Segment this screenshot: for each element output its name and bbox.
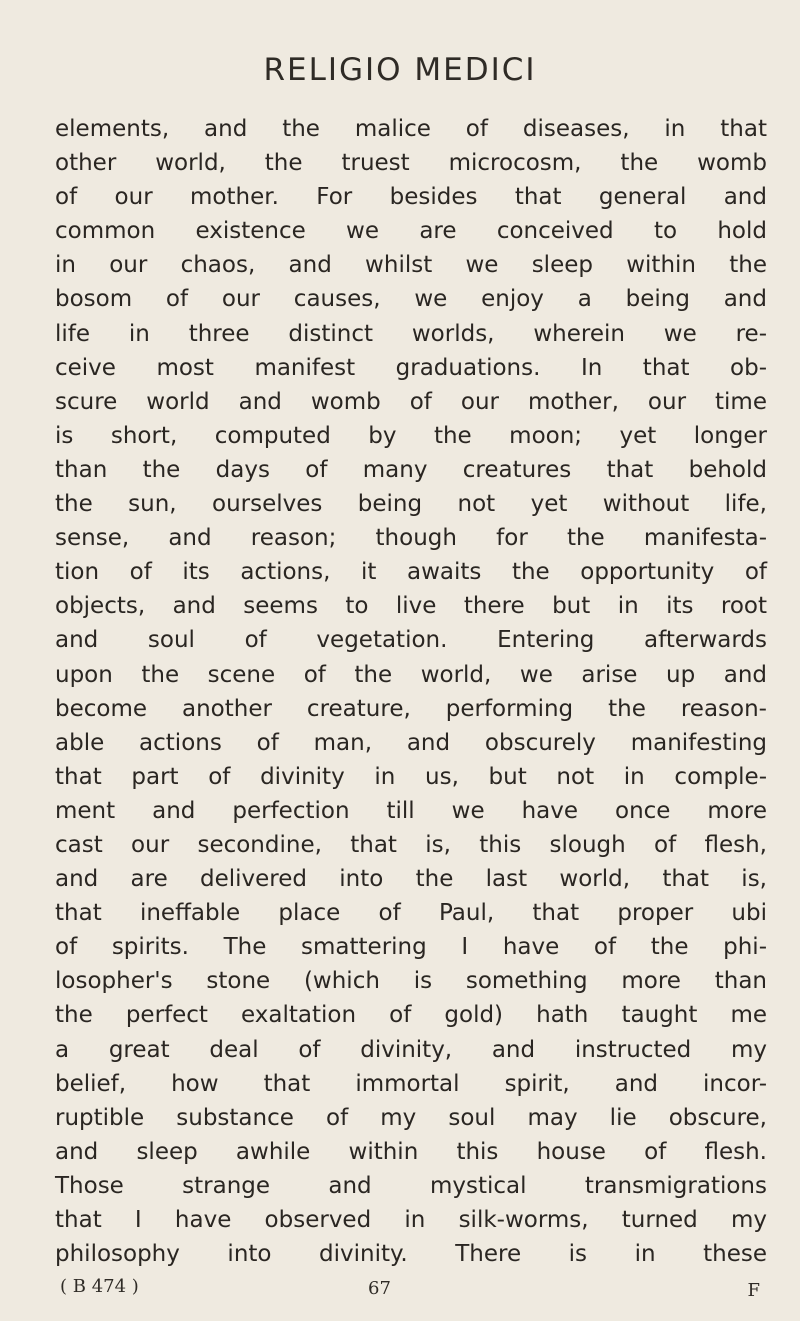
text-line: the perfect exaltation of gold) hath taught me — [55, 1002, 767, 1029]
text-line: the sun, ourselves being not yet without life, — [55, 491, 767, 518]
text-line: bosom of our causes, we enjoy a being and — [55, 286, 767, 313]
body-text — [55, 112, 767, 1271]
page-number: 67 — [368, 1278, 391, 1299]
page-footer — [60, 1276, 760, 1308]
text-line: of spirits. The smattering I have of the phi- — [55, 934, 767, 961]
text-line: scure world and womb of our mother, our time — [55, 388, 767, 415]
text-line: upon the scene of the world, we arise up and — [55, 661, 767, 688]
text-line: is short, computed by the moon; yet longer — [55, 422, 767, 449]
text-line: sense, and reason; though for the manifesta- — [55, 525, 767, 552]
text-line: cast our secondine, that is, this slough of flesh, — [55, 831, 767, 858]
text-line: common existence we are conceived to hold — [55, 218, 767, 245]
text-line: philosophy into divinity. There is in these — [55, 1241, 767, 1268]
text-line: a great deal of divinity, and instructed my — [55, 1036, 767, 1063]
text-line: other world, the truest microcosm, the womb — [55, 150, 767, 177]
text-line: of our mother. For besides that general and — [55, 184, 767, 211]
text-line: and soul of vegetation. Entering afterwards — [55, 627, 767, 654]
text-line: ment and perfection till we have once more — [55, 797, 767, 824]
text-line: ceive most manifest graduations. In that ob- — [55, 354, 767, 381]
text-line: Those strange and mystical transmigrations — [55, 1172, 767, 1199]
running-head: RELIGIO MEDICI — [263, 52, 537, 88]
text-line: become another creature, performing the reason- — [55, 695, 767, 722]
text-line: elements, and the malice of diseases, in that — [55, 116, 767, 142]
signature-code: ( B 474 ) — [60, 1276, 139, 1297]
text-line: life in three distinct worlds, wherein we re- — [55, 320, 767, 347]
text-line: losopher's stone (which is something more than — [55, 968, 767, 995]
text-line: tion of its actions, it awaits the opportunity of — [55, 559, 767, 586]
text-line: that part of divinity in us, but not in comple- — [55, 763, 767, 790]
text-line: in our chaos, and whilst we sleep within the — [55, 252, 767, 279]
text-line: and sleep awhile within this house of flesh. — [55, 1138, 767, 1165]
text-line: ruptible substance of my soul may lie obscure, — [55, 1104, 767, 1131]
text-line: objects, and seems to live there but in its root — [55, 593, 767, 620]
text-line: that I have observed in silk-worms, turned my — [55, 1207, 767, 1233]
text-line: than the days of many creatures that behold — [55, 456, 767, 483]
text-line: able actions of man, and obscurely manifesting — [55, 729, 767, 756]
text-line: and are delivered into the last world, that is, — [55, 866, 767, 893]
signature-letter: F — [747, 1280, 760, 1301]
text-line: belief, how that immortal spirit, and incor- — [55, 1070, 767, 1097]
text-line: that ineffable place of Paul, that proper ubi — [55, 900, 767, 927]
